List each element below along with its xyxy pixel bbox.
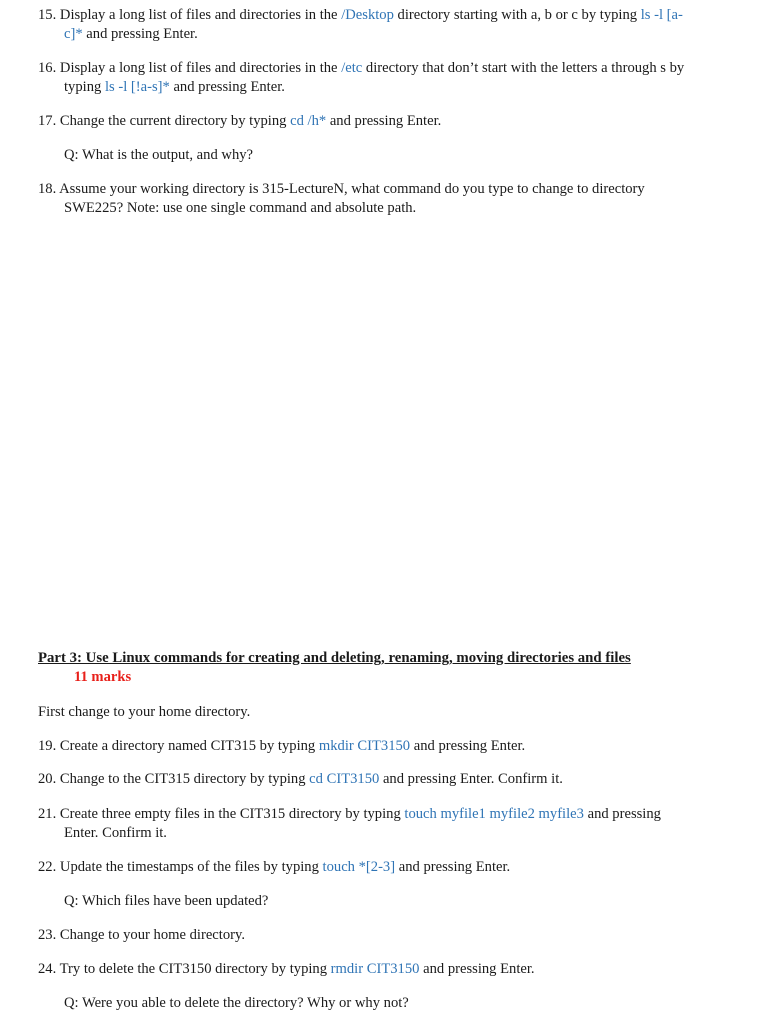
step-number: 15. [38, 7, 57, 23]
command-text: ls -l [a- [640, 7, 683, 23]
step-20 [38, 770, 758, 789]
step-text: Change the current directory by typing [59, 113, 291, 129]
command-text: cd /h* [290, 113, 327, 129]
path-text: /etc [341, 60, 363, 76]
intro-text: First change to your home directory. [38, 704, 251, 720]
step-text: Change to the CIT315 directory by typing [59, 771, 310, 787]
step-text: and pressing Enter. [419, 961, 535, 977]
step-text: and pressing Enter. Confirm it. [379, 771, 563, 787]
command-text: ls -l [!a-s]* [104, 79, 170, 95]
step-text: typing [64, 79, 105, 95]
step-text: Create a directory named CIT315 by typing [59, 738, 319, 754]
question-22: Q: Which files have been updated? [64, 893, 269, 909]
step-text: and pressing Enter. [169, 79, 285, 95]
step-number: 18. [38, 181, 57, 197]
step-text: and pressing Enter. [410, 738, 526, 754]
step-18 [38, 180, 758, 218]
step-number: 23. [38, 927, 57, 943]
step-text: directory starting with a, b or c by typing [393, 7, 641, 23]
step-text: and pressing Enter. [326, 113, 442, 129]
step-22 [38, 858, 758, 877]
step-19 [38, 737, 758, 756]
step-text: and pressing Enter. [82, 26, 198, 42]
step-17 [38, 112, 758, 131]
marks-label: 11 marks [74, 669, 132, 685]
question-24: Q: Were you able to delete the directory? Why or why not? [64, 995, 409, 1011]
step-number: 24. [38, 961, 57, 977]
step-number: 22. [38, 859, 57, 875]
step-number: 17. [38, 113, 57, 129]
step-24 [38, 960, 758, 979]
command-text: rmdir CIT3150 [330, 961, 420, 977]
step-text: Try to delete the CIT3150 directory by typing [59, 961, 331, 977]
command-text: c]* [64, 26, 83, 42]
step-16 [38, 59, 758, 97]
command-text: touch *[2-3] [322, 859, 396, 875]
step-text: Display a long list of files and directories in the [59, 7, 342, 23]
command-text: cd CIT3150 [309, 771, 380, 787]
step-text: Assume your working directory is 315-LectureN, what command do you type to change to directory [59, 181, 645, 197]
step-text: Change to your home directory. [59, 927, 245, 943]
path-text: /Desktop [341, 7, 394, 23]
step-text: Update the timestamps of the files by typing [59, 859, 323, 875]
step-text: directory that don’t start with the letters a through s by [362, 60, 685, 76]
step-text: and pressing [583, 806, 661, 822]
command-text: mkdir CIT3150 [318, 738, 411, 754]
step-text: and pressing Enter. [395, 859, 511, 875]
section-heading: Part 3: Use Linux commands for creating and deleting, renaming, moving directories and files [38, 650, 631, 666]
step-text: Enter. Confirm it. [64, 825, 167, 841]
command-text: touch myfile1 myfile2 myfile3 [404, 806, 584, 822]
step-number: 19. [38, 738, 57, 754]
step-21 [38, 805, 758, 843]
step-text: SWE225? Note: use one single command and absolute path. [64, 200, 417, 216]
step-15 [38, 6, 758, 44]
step-number: 21. [38, 806, 57, 822]
question-17: Q: What is the output, and why? [64, 147, 254, 163]
step-text: Create three empty files in the CIT315 directory by typing [59, 806, 405, 822]
step-number: 16. [38, 60, 57, 76]
step-text: Display a long list of files and directories in the [59, 60, 342, 76]
step-number: 20. [38, 771, 57, 787]
step-23 [38, 926, 758, 945]
